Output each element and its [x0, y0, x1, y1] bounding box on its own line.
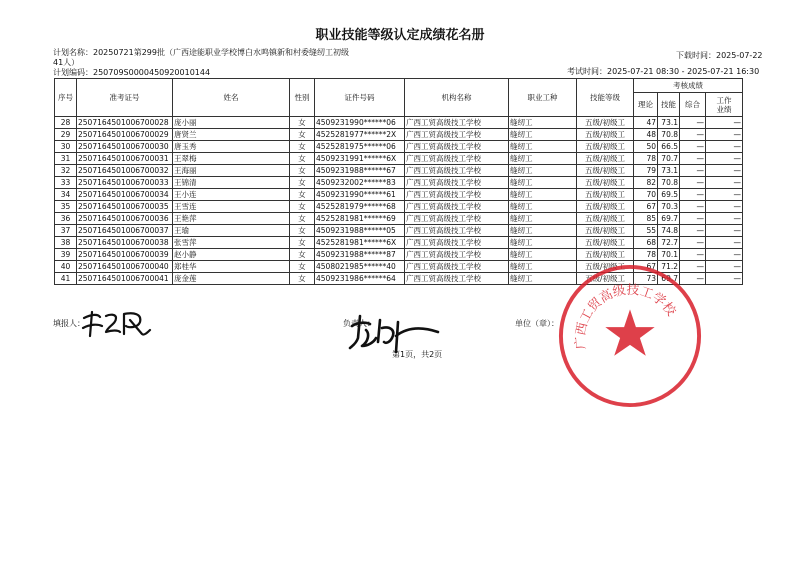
- cell-skill: 70.8: [658, 129, 680, 141]
- cell-level: 五级/初级工: [577, 189, 634, 201]
- cell-name: 唐贤兰: [173, 129, 290, 141]
- cell-seq: 41: [55, 273, 77, 285]
- cell-ticket: 2507164501006700028: [77, 117, 173, 129]
- table-row: [55, 225, 743, 237]
- header-occupation: 职业工种: [509, 79, 577, 117]
- cell-seq: 33: [55, 177, 77, 189]
- cell-ticket: 2507164501006700033: [77, 177, 173, 189]
- header-name: 姓名: [173, 79, 290, 117]
- table-row: [55, 189, 743, 201]
- cell-seq: 30: [55, 141, 77, 153]
- cell-id: 4509231986******64: [315, 273, 405, 285]
- cell-theory: 55: [634, 225, 658, 237]
- cell-org: 广西工贸高级技工学校: [405, 141, 509, 153]
- cell-overall: —: [680, 273, 706, 285]
- cell-skill: 69.5: [658, 189, 680, 201]
- cell-name: 王瑜: [173, 225, 290, 237]
- cell-occupation: 缝纫工: [509, 189, 577, 201]
- cell-overall: —: [680, 129, 706, 141]
- cell-org: 广西工贸高级技工学校: [405, 201, 509, 213]
- cell-gender: 女: [290, 249, 315, 261]
- header-seq: 序号: [55, 79, 77, 117]
- cell-ticket: 2507164501006700030: [77, 141, 173, 153]
- header-gender: 性别: [290, 79, 315, 117]
- cell-seq: 39: [55, 249, 77, 261]
- table-row: [55, 213, 743, 225]
- cell-work: —: [706, 177, 743, 189]
- cell-seq: 38: [55, 237, 77, 249]
- cell-ticket: 2507164501006700040: [77, 261, 173, 273]
- cell-theory: 82: [634, 177, 658, 189]
- cell-org: 广西工贸高级技工学校: [405, 273, 509, 285]
- cell-skill: 70.8: [658, 177, 680, 189]
- cell-seq: 34: [55, 189, 77, 201]
- table-row: [55, 117, 743, 129]
- table-row: [55, 165, 743, 177]
- cell-seq: 32: [55, 165, 77, 177]
- cell-work: —: [706, 117, 743, 129]
- page-number: 第1页，共2页: [392, 350, 443, 359]
- download-time-value: 2025-07-22: [716, 51, 763, 60]
- cell-gender: 女: [290, 273, 315, 285]
- cell-id: 4525281979******68: [315, 201, 405, 213]
- cell-ticket: 2507164501006700037: [77, 225, 173, 237]
- cell-theory: 67: [634, 261, 658, 273]
- cell-ticket: 2507164501006700029: [77, 129, 173, 141]
- cell-skill: 69.7: [658, 273, 680, 285]
- plan-name-line: [53, 48, 349, 58]
- cell-level: 五级/初级工: [577, 213, 634, 225]
- cell-skill: 66.5: [658, 141, 680, 153]
- cell-gender: 女: [290, 261, 315, 273]
- cell-skill: 70.3: [658, 201, 680, 213]
- cell-ticket: 2507164501006700035: [77, 201, 173, 213]
- cell-work: —: [706, 237, 743, 249]
- cell-skill: 73.1: [658, 165, 680, 177]
- cell-theory: 70: [634, 189, 658, 201]
- cell-level: 五级/初级工: [577, 129, 634, 141]
- cell-gender: 女: [290, 141, 315, 153]
- cell-occupation: 缝纫工: [509, 249, 577, 261]
- cell-id: 4509232002******83: [315, 177, 405, 189]
- cell-org: 广西工贸高级技工学校: [405, 129, 509, 141]
- table-row: [55, 153, 743, 165]
- cell-work: —: [706, 225, 743, 237]
- cell-level: 五级/初级工: [577, 177, 634, 189]
- cell-occupation: 缝纫工: [509, 141, 577, 153]
- cell-theory: 73: [634, 273, 658, 285]
- cell-work: —: [706, 261, 743, 273]
- table-row: [55, 129, 743, 141]
- filler-signature: [80, 308, 152, 340]
- cell-gender: 女: [290, 189, 315, 201]
- cell-work: —: [706, 201, 743, 213]
- table-row: [55, 141, 743, 153]
- cell-name: 赵小静: [173, 249, 290, 261]
- cell-id: 4525281981******6X: [315, 237, 405, 249]
- cell-skill: 72.7: [658, 237, 680, 249]
- cell-seq: 35: [55, 201, 77, 213]
- cell-name: 王海丽: [173, 165, 290, 177]
- cell-overall: —: [680, 237, 706, 249]
- cell-gender: 女: [290, 117, 315, 129]
- cell-gender: 女: [290, 213, 315, 225]
- header-ticket: 准考证号: [77, 79, 173, 117]
- cell-level: 五级/初级工: [577, 261, 634, 273]
- header-skill: 技能: [658, 93, 680, 117]
- cell-org: 广西工贸高级技工学校: [405, 117, 509, 129]
- header-theory: 理论: [634, 93, 658, 117]
- cell-theory: 67: [634, 201, 658, 213]
- cell-work: —: [706, 165, 743, 177]
- cell-org: 广西工贸高级技工学校: [405, 261, 509, 273]
- cell-id: 4525281977******2X: [315, 129, 405, 141]
- filler-label: 填报人：: [53, 319, 85, 328]
- cell-seq: 28: [55, 117, 77, 129]
- exam-time: [567, 67, 759, 77]
- exam-time-label: 考试时间：: [567, 67, 607, 76]
- cell-ticket: 2507164501006700034: [77, 189, 173, 201]
- cell-occupation: 缝纫工: [509, 177, 577, 189]
- cell-ticket: 2507164501006700041: [77, 273, 173, 285]
- plan-code-value: 250709S0000450920010144: [93, 68, 211, 77]
- cell-id: 4525281975******06: [315, 141, 405, 153]
- seal-text: 广西工贸高级技工学校: [573, 282, 679, 350]
- cell-skill: 70.7: [658, 153, 680, 165]
- cell-gender: 女: [290, 153, 315, 165]
- cell-seq: 36: [55, 213, 77, 225]
- header-work-text: 工作业绩: [716, 95, 732, 114]
- cell-ticket: 2507164501006700031: [77, 153, 173, 165]
- cell-name: 唐玉秀: [173, 141, 290, 153]
- header-overall: 综合: [680, 93, 706, 117]
- cell-skill: 69.7: [658, 213, 680, 225]
- plan-name-value: 20250721第299批（广西途能职业学校博白水鸣镇新和村委缝纫工初级: [93, 48, 349, 57]
- cell-name: 王锦清: [173, 177, 290, 189]
- cell-org: 广西工贸高级技工学校: [405, 213, 509, 225]
- table-body: [55, 117, 743, 285]
- cell-occupation: 缝纫工: [509, 225, 577, 237]
- table-row: [55, 237, 743, 249]
- cell-occupation: 缝纫工: [509, 213, 577, 225]
- score-table: [54, 78, 743, 285]
- cell-overall: —: [680, 213, 706, 225]
- cell-seq: 37: [55, 225, 77, 237]
- cell-gender: 女: [290, 201, 315, 213]
- cell-gender: 女: [290, 237, 315, 249]
- cell-overall: —: [680, 117, 706, 129]
- cell-level: 五级/初级工: [577, 165, 634, 177]
- cell-overall: —: [680, 261, 706, 273]
- cell-work: —: [706, 129, 743, 141]
- official-seal: [556, 262, 704, 410]
- cell-theory: 79: [634, 165, 658, 177]
- seal-star-icon: [605, 309, 654, 355]
- cell-occupation: 缝纫工: [509, 165, 577, 177]
- table-row: [55, 177, 743, 189]
- cell-id: 4509231988******05: [315, 225, 405, 237]
- table-row: [55, 249, 743, 261]
- cell-work: —: [706, 213, 743, 225]
- header-work: [706, 93, 743, 117]
- cell-occupation: 缝纫工: [509, 117, 577, 129]
- cell-work: —: [706, 141, 743, 153]
- table-row: [55, 201, 743, 213]
- cell-seq: 31: [55, 153, 77, 165]
- cell-overall: —: [680, 249, 706, 261]
- cell-skill: 74.8: [658, 225, 680, 237]
- cell-name: 王艳萍: [173, 213, 290, 225]
- cell-occupation: 缝纫工: [509, 261, 577, 273]
- cell-name: 王雪连: [173, 201, 290, 213]
- header-org: 机构名称: [405, 79, 509, 117]
- cell-name: 王翠梅: [173, 153, 290, 165]
- unit-label: 单位（章）：: [515, 319, 559, 328]
- cell-id: 4509231988******87: [315, 249, 405, 261]
- cell-theory: 68: [634, 237, 658, 249]
- plan-code-line: [53, 68, 210, 78]
- cell-id: 4525281981******69: [315, 213, 405, 225]
- plan-code-label: 计划编码：: [53, 68, 93, 77]
- cell-skill: 73.1: [658, 117, 680, 129]
- cell-ticket: 2507164501006700036: [77, 213, 173, 225]
- cell-id: 4509231990******06: [315, 117, 405, 129]
- cell-level: 五级/初级工: [577, 153, 634, 165]
- cell-overall: —: [680, 189, 706, 201]
- cell-org: 广西工贸高级技工学校: [405, 153, 509, 165]
- cell-overall: —: [680, 141, 706, 153]
- cell-work: —: [706, 249, 743, 261]
- cell-theory: 78: [634, 153, 658, 165]
- cell-overall: —: [680, 177, 706, 189]
- manager-label: 负责人：: [343, 319, 375, 328]
- cell-overall: —: [680, 201, 706, 213]
- cell-org: 广西工贸高级技工学校: [405, 165, 509, 177]
- cell-level: 五级/初级工: [577, 117, 634, 129]
- cell-overall: —: [680, 153, 706, 165]
- cell-id: 4509231991******6X: [315, 153, 405, 165]
- cell-occupation: 缝纫工: [509, 201, 577, 213]
- cell-level: 五级/初级工: [577, 225, 634, 237]
- cell-org: 广西工贸高级技工学校: [405, 237, 509, 249]
- cell-org: 广西工贸高级技工学校: [405, 189, 509, 201]
- header-level: 技能等级: [577, 79, 634, 117]
- cell-level: 五级/初级工: [577, 237, 634, 249]
- page-title: 职业技能等级认定成绩花名册: [315, 28, 485, 43]
- manager-signature: [346, 312, 442, 356]
- download-time-label: 下载时间：: [676, 51, 716, 60]
- cell-org: 广西工贸高级技工学校: [405, 249, 509, 261]
- cell-level: 五级/初级工: [577, 273, 634, 285]
- cell-level: 五级/初级工: [577, 201, 634, 213]
- cell-skill: 71.2: [658, 261, 680, 273]
- cell-level: 五级/初级工: [577, 249, 634, 261]
- cell-work: —: [706, 273, 743, 285]
- cell-overall: —: [680, 165, 706, 177]
- cell-occupation: 缝纫工: [509, 273, 577, 285]
- cell-occupation: 缝纫工: [509, 129, 577, 141]
- cell-gender: 女: [290, 225, 315, 237]
- cell-work: —: [706, 153, 743, 165]
- plan-name-continuation: 41人）: [53, 58, 80, 67]
- header-score-group: 考核成绩: [634, 79, 743, 93]
- cell-gender: 女: [290, 165, 315, 177]
- cell-id: 4508021985******40: [315, 261, 405, 273]
- cell-id: 4509231990******61: [315, 189, 405, 201]
- cell-occupation: 缝纫工: [509, 237, 577, 249]
- cell-ticket: 2507164501006700032: [77, 165, 173, 177]
- cell-ticket: 2507164501006700039: [77, 249, 173, 261]
- plan-name-label: 计划名称：: [53, 48, 93, 57]
- cell-name: 张雪萍: [173, 237, 290, 249]
- cell-id: 4509231988******67: [315, 165, 405, 177]
- cell-level: 五级/初级工: [577, 141, 634, 153]
- cell-gender: 女: [290, 129, 315, 141]
- cell-overall: —: [680, 225, 706, 237]
- cell-seq: 29: [55, 129, 77, 141]
- cell-org: 广西工贸高级技工学校: [405, 225, 509, 237]
- download-time: [676, 51, 763, 61]
- cell-theory: 85: [634, 213, 658, 225]
- cell-name: 王小连: [173, 189, 290, 201]
- cell-seq: 40: [55, 261, 77, 273]
- cell-theory: 50: [634, 141, 658, 153]
- cell-name: 庞小丽: [173, 117, 290, 129]
- cell-theory: 48: [634, 129, 658, 141]
- cell-name: 庞金莲: [173, 273, 290, 285]
- cell-skill: 70.1: [658, 249, 680, 261]
- cell-ticket: 2507164501006700038: [77, 237, 173, 249]
- header-id: 证件号码: [315, 79, 405, 117]
- cell-theory: 47: [634, 117, 658, 129]
- cell-name: 郑桂华: [173, 261, 290, 273]
- cell-work: —: [706, 189, 743, 201]
- cell-theory: 78: [634, 249, 658, 261]
- cell-occupation: 缝纫工: [509, 153, 577, 165]
- cell-org: 广西工贸高级技工学校: [405, 177, 509, 189]
- exam-time-value: 2025-07-21 08:30 - 2025-07-21 16:30: [607, 67, 760, 76]
- cell-gender: 女: [290, 177, 315, 189]
